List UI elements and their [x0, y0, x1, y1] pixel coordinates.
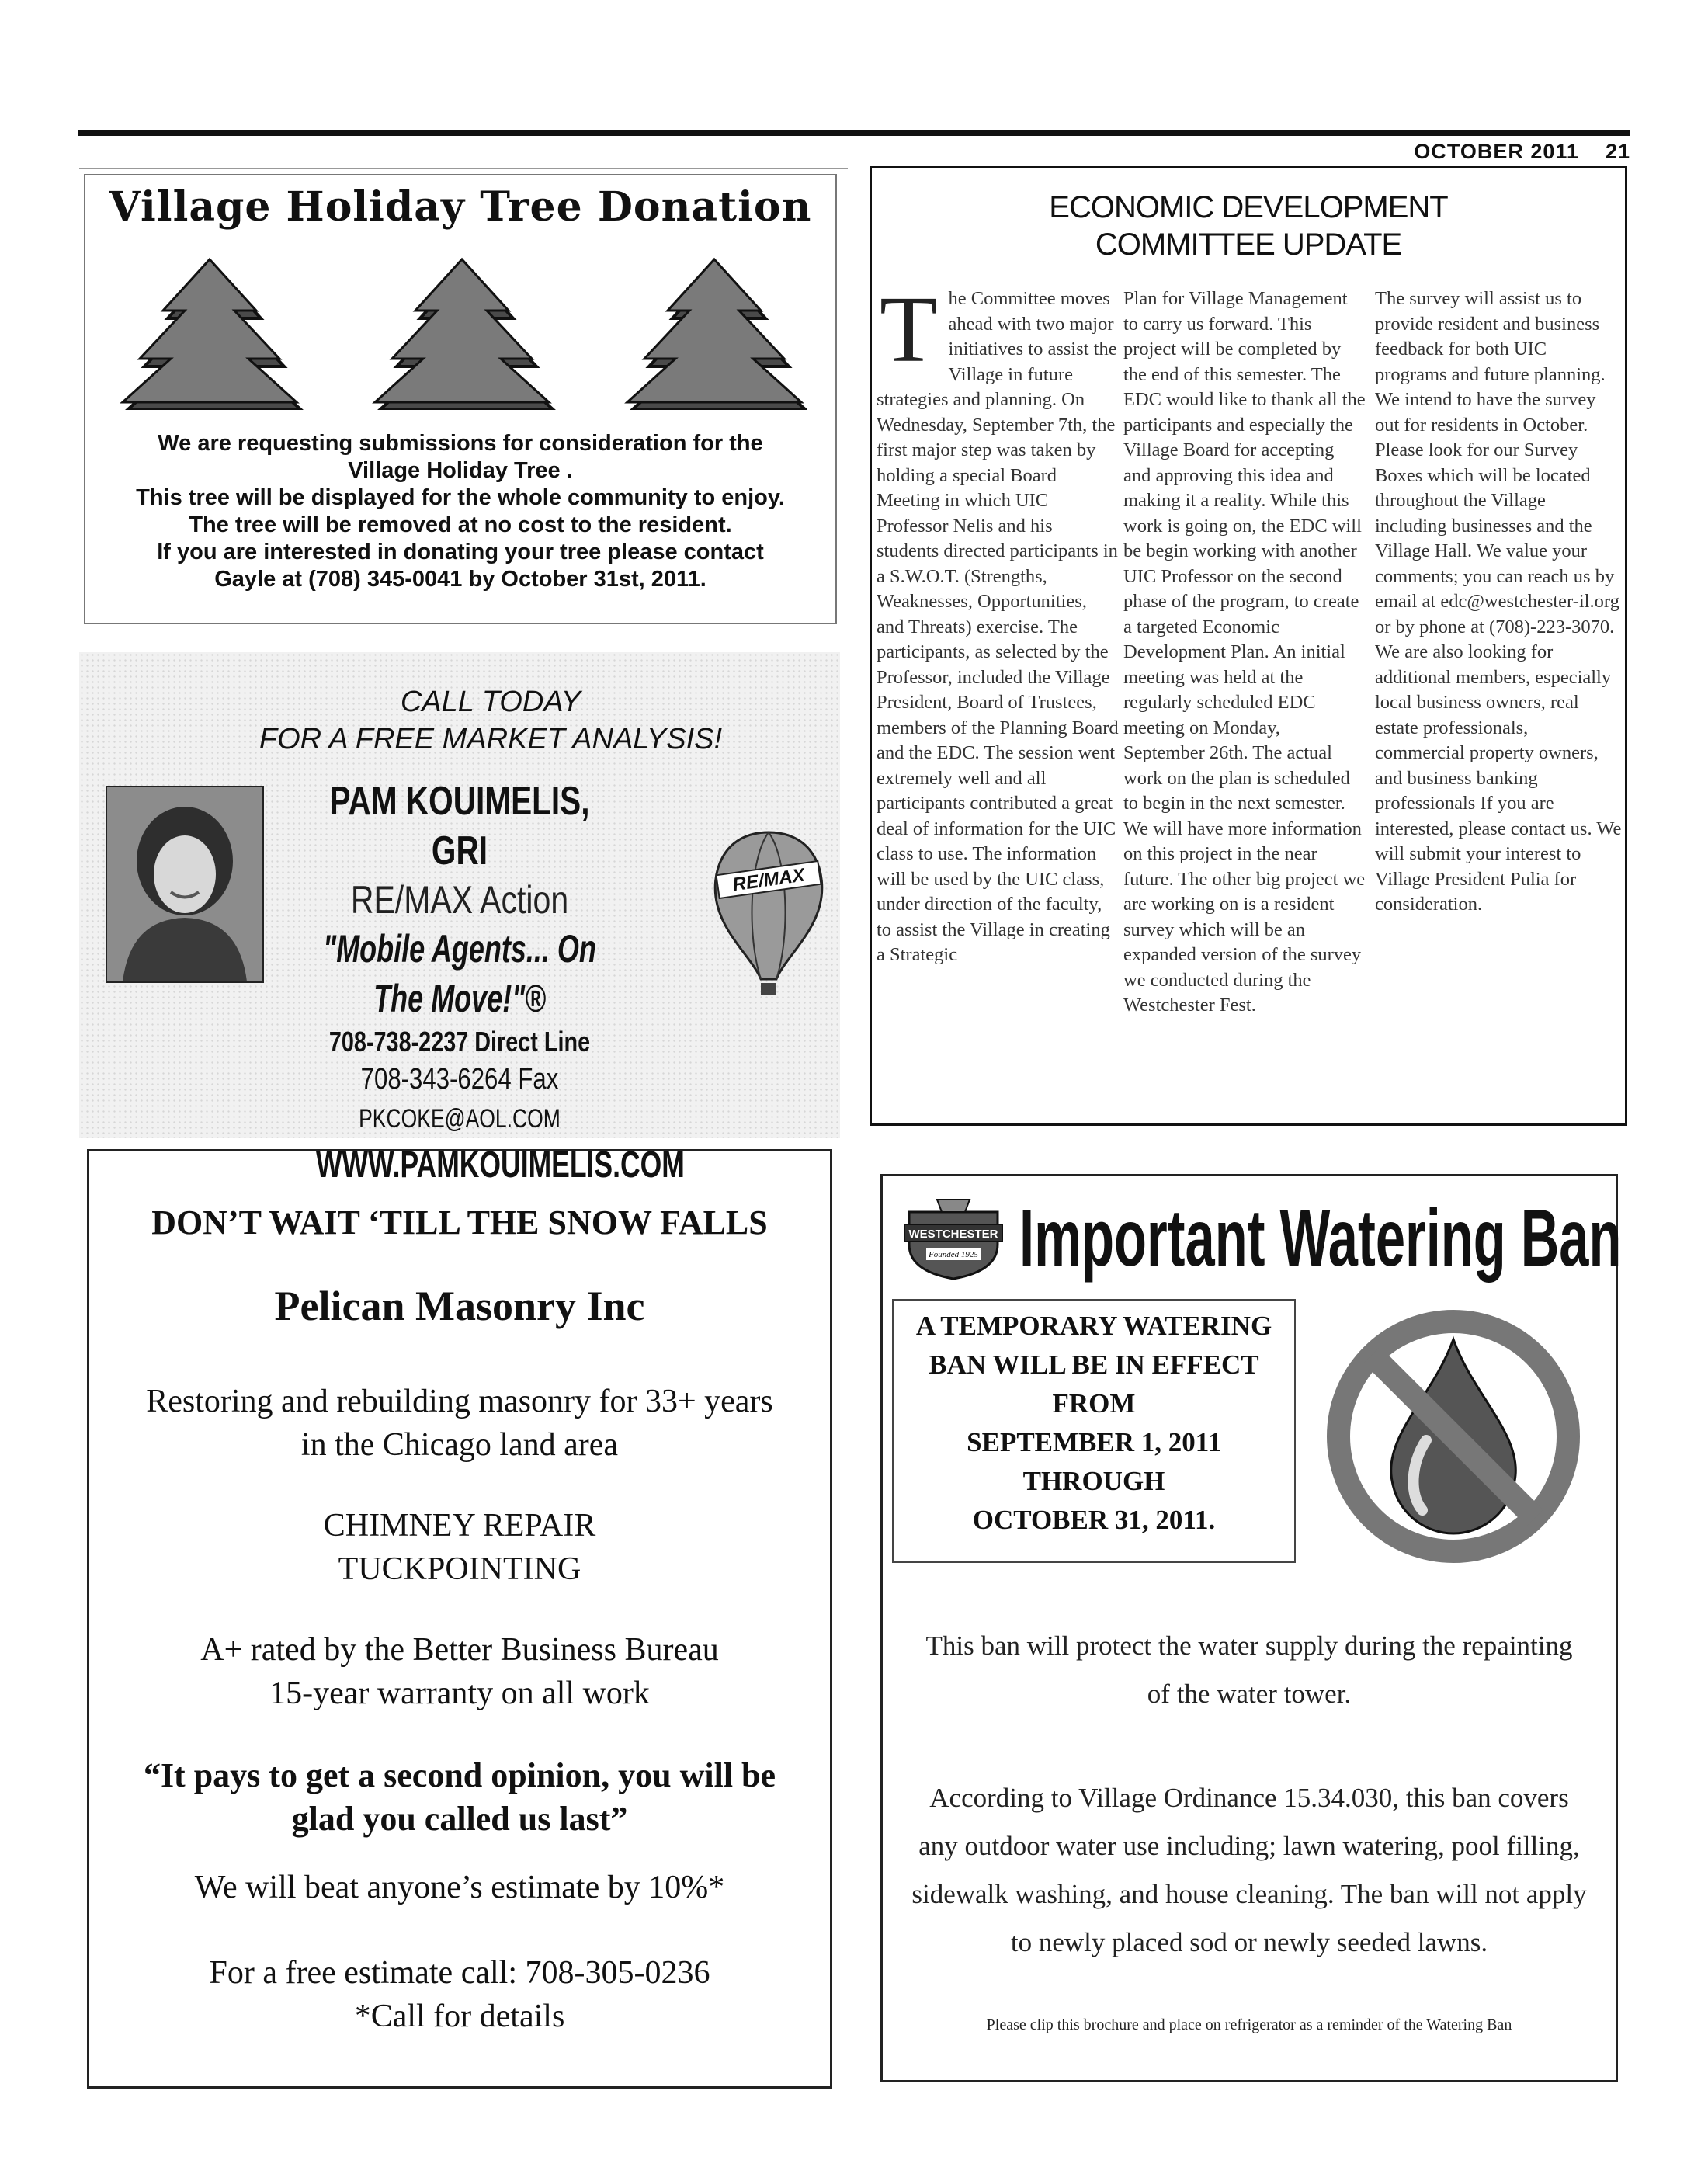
bbb-rating: A+ rated by the Better Business Bureau: [200, 1632, 719, 1668]
westchester-logo-icon: [903, 1196, 1004, 1282]
watering-ban-notice: [880, 1174, 1622, 2082]
agent-fax: 708-343-6264 Fax: [360, 1063, 559, 1096]
ban-footer: Please clip this brochure and place on refrigerator as a reminder of the Watering Ban: [986, 2016, 1512, 2033]
service-tuckpointing: TUCKPOINTING: [338, 1551, 581, 1587]
page-header: [1387, 140, 1630, 164]
edc-column-1: [877, 277, 1119, 968]
edc-paragraph: he Committee moves ahead with two major initiatives to assist the Village in future strategies and planning. On Wednesday, September 7th, the first major step was taken by holding a special Board Meeting in which UIC Professor Nelis and his students directed participants in a S.W.O.T. (Strengths, Weaknesses, Opportunities, and Threats) exercise. The participants, as selected by the Professor, included the Village President, Board of Trustees, members of the Planning Board and the EDC. The session went extremely well and all participants contributed a great deal of information for the UIC class to use. The information will be used by the UIC class, under direction of the faculty, to assist the Village in creating a Strategic: [877, 288, 1119, 965]
service-chimney: CHIMNEY REPAIR: [323, 1508, 596, 1544]
tree-icons: [116, 255, 807, 410]
masonry-ad: [87, 1149, 832, 2089]
call-line-1: CALL TODAY: [400, 686, 581, 718]
notice-line: A TEMPORARY WATERING: [915, 1311, 1272, 1341]
call-for-details: *Call for details: [354, 1999, 565, 2034]
ban-ordinance: [883, 1774, 1616, 1967]
agent-tagline: "Mobile Agents... On The Move!"®: [323, 927, 596, 1020]
purpose-line: This ban will protect the water supply during the repainting: [925, 1630, 1573, 1661]
ban-dates-notice: [892, 1299, 1296, 1563]
masonry-headline: DON’T WAIT ‘TILL THE SNOW FALLS: [151, 1203, 768, 1242]
agent-email[interactable]: PKCOKE@AOL.COM: [359, 1104, 561, 1134]
notice-line: FROM: [1052, 1388, 1136, 1419]
edc-title-line-2: COMMITTEE UPDATE: [1095, 227, 1402, 262]
issue-month: OCTOBER 2011: [1414, 140, 1579, 163]
page-number: 21: [1605, 140, 1630, 163]
agent-photo: [106, 786, 264, 983]
edc-column-3: [1375, 287, 1622, 918]
agent-company: RE/MAX Action: [350, 878, 569, 922]
agent-portrait-icon: [107, 787, 262, 981]
drop-cap: T: [880, 277, 938, 382]
agent-website[interactable]: WWW.PAMKOUIMELIS.COM: [316, 1144, 685, 1186]
masonry-desc-line: Restoring and rebuilding masonry for 33+ years: [146, 1384, 773, 1419]
tree-line: Gayle at (708) 345-0041 by October 31st, 2011.: [214, 567, 706, 592]
purpose-line: of the water tower.: [1147, 1679, 1352, 1709]
ordinance-line: to newly placed sod or newly seeded lawns.: [1010, 1927, 1488, 1957]
agent-direct-line: 708-738-2237 Direct Line: [328, 1026, 591, 1057]
realtor-ad: [79, 652, 840, 1186]
logo-founded: Founded 1925: [929, 1250, 978, 1259]
masonry-quote: [89, 1754, 830, 1841]
masonry-desc-line: in the Chicago land area: [300, 1427, 619, 1463]
agent-name: PAM KOUIMELIS, GRI: [329, 779, 590, 873]
masonry-company: Pelican Masonry Inc: [274, 1283, 645, 1329]
edc-title: [872, 189, 1625, 263]
quote-line: “It pays to get a second opinion, you will be: [143, 1756, 776, 1794]
edc-paragraph: Plan for Village Management to carry us forward. This project will be completed by the end of this semester. The EDC would like to thank all the participants and especially the Village Board for accepting and approving this idea and making it a reality. While this work is going on, the EDC will be begin working with another UIC Professor on the second phase of the program, to create a targeted Economic Development Plan. An initial meeting was held at the regularly scheduled EDC meeting on Monday, September 26th. The actual work on the plan is scheduled to begin in the next semester. We will have more information on this project in the near future. The other big project we are working on is a resident survey which will be an expanded version of the survey we conducted during the Westchester Fest.: [1123, 288, 1366, 1016]
top-rule: [78, 130, 1630, 136]
call-today-text: [258, 683, 724, 758]
estimate-phone: For a free estimate call: 708-305-0236: [209, 1955, 710, 1991]
masonry-credentials: [89, 1628, 830, 1715]
remax-balloon-icon: [706, 828, 831, 1014]
no-water-icon: [1317, 1308, 1589, 1565]
ban-purpose: [883, 1622, 1616, 1718]
masonry-description: [89, 1380, 830, 1467]
masonry-contact: [89, 1951, 830, 2038]
edc-column-2: [1123, 287, 1366, 1019]
notice-line: THROUGH: [1022, 1466, 1165, 1496]
ordinance-line: any outdoor water use including; lawn watering, pool filling,: [918, 1831, 1580, 1861]
agent-contact: [266, 776, 685, 1191]
ban-title: Important Watering Ban: [1019, 1193, 1622, 1283]
masonry-services: [89, 1504, 830, 1591]
call-line-2: FOR A FREE MARKET ANALYSIS!: [259, 723, 723, 755]
ordinance-line: sidewalk washing, and house cleaning. The ban will not apply: [911, 1879, 1587, 1909]
logo-name: WESTCHESTER: [908, 1228, 998, 1241]
tree-line: The tree will be removed at no cost to the resident.: [189, 512, 732, 537]
tree-icon: [375, 259, 554, 410]
notice-line: OCTOBER 31, 2011.: [972, 1505, 1216, 1535]
quote-line: glad you called us last”: [291, 1800, 628, 1838]
notice-line: BAN WILL BE IN EFFECT: [929, 1349, 1259, 1380]
notice-line: SEPTEMBER 1, 2011: [967, 1427, 1221, 1457]
tree-line: If you are interested in donating your tree please contact: [157, 540, 764, 564]
edc-update: [870, 166, 1627, 1126]
balloon-logo-text: RE/MAX: [731, 864, 807, 896]
holiday-tree-notice: [84, 174, 837, 624]
masonry-beat-estimate: We will beat anyone’s estimate by 10%*: [194, 1870, 725, 1905]
holiday-tree-body: [85, 430, 835, 593]
tree-icon: [627, 259, 806, 410]
edc-paragraph: The survey will assist us to provide resident and business feedback for both UIC programs and future planning. We intend to have the survey out for residents in October. Please look for our Survey Boxes which will be located throughout the Village including businesses and the Village Hall. We value your comments; you can reach us by email at edc@westchester-il.org or by phone at (708)-223-3070. We are also looking for additional members, especially local business owners, real estate professionals, commercial property owners, and business banking professionals If you are interested, please contact us. We will submit your interest to Village President Pulia for consideration.: [1375, 288, 1622, 915]
holiday-tree-title: Village Holiday Tree Donation: [109, 183, 812, 231]
warranty: 15-year warranty on all work: [269, 1676, 650, 1711]
ordinance-line: According to Village Ordinance 15.34.030, this ban covers: [929, 1783, 1569, 1813]
tree-line: We are requesting submissions for consideration for the: [158, 431, 763, 456]
edc-title-line-1: ECONOMIC DEVELOPMENT: [1049, 190, 1448, 224]
tree-icon: [123, 259, 301, 410]
tree-line: Village Holiday Tree .: [348, 458, 573, 483]
tree-line: This tree will be displayed for the whole community to enjoy.: [136, 485, 785, 510]
